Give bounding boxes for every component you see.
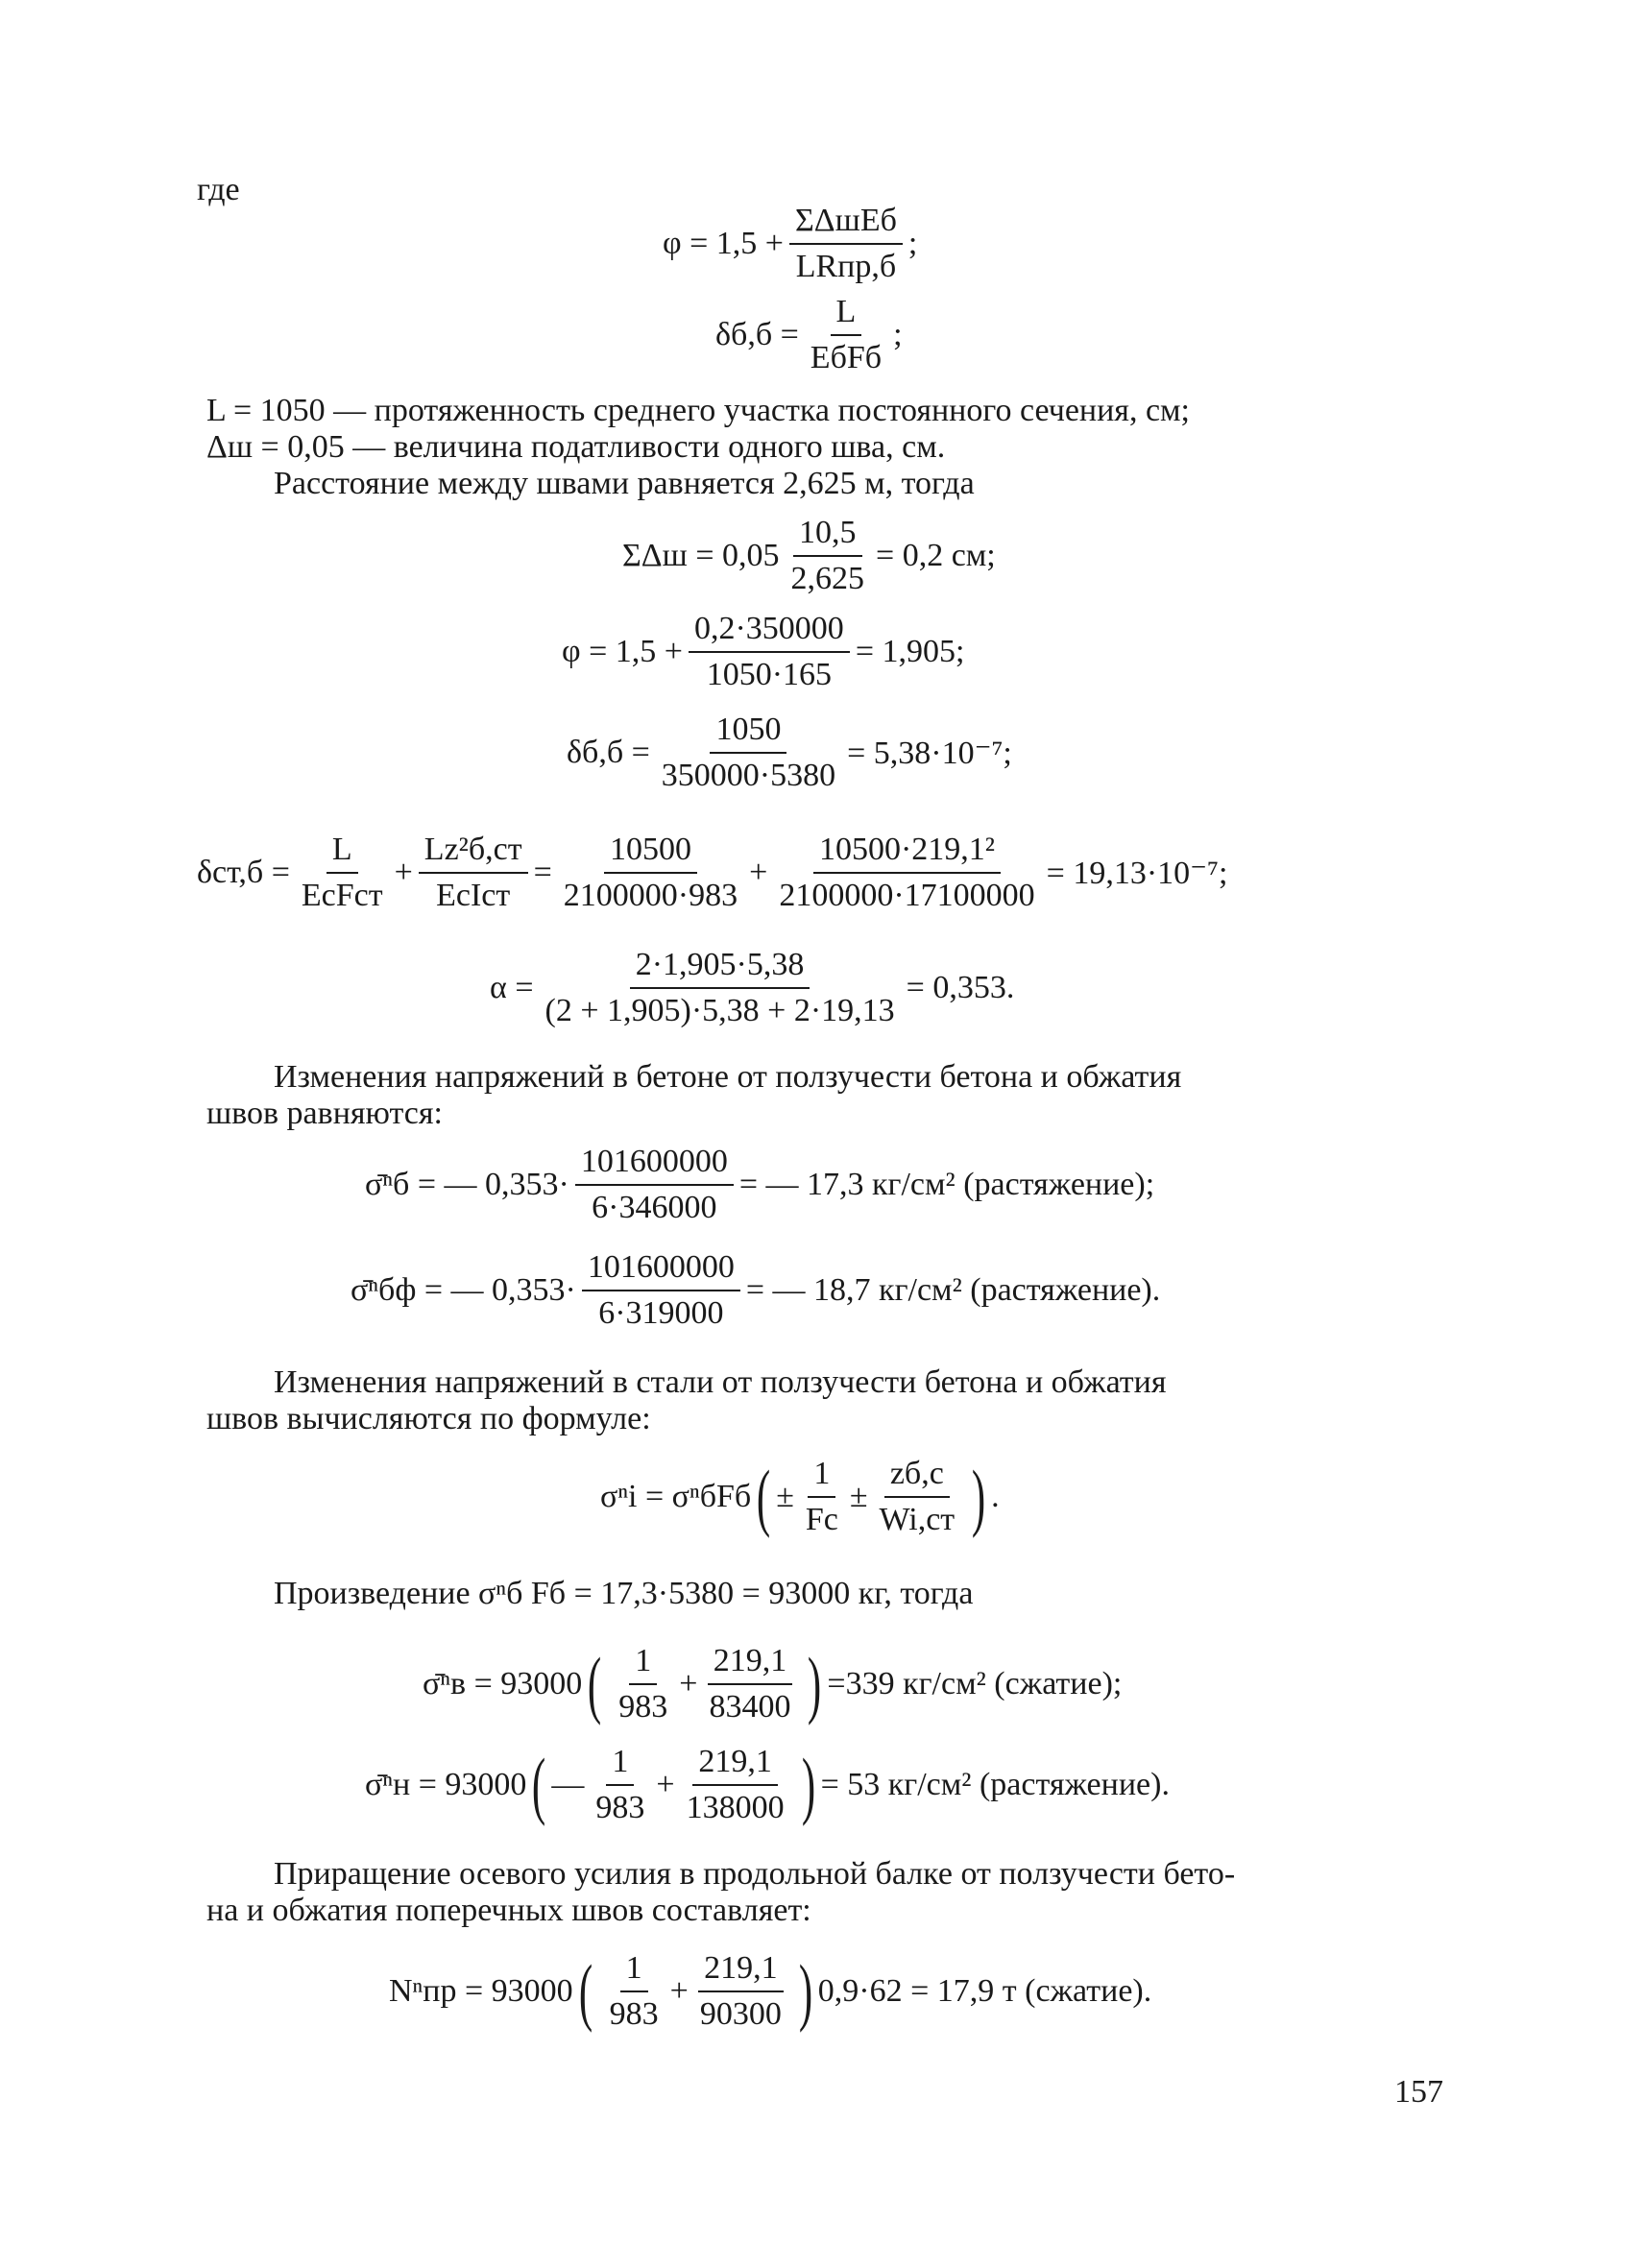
delta-val-lhs: δб,б = xyxy=(567,735,650,770)
sigma-n-frac2-num: 219,1 xyxy=(692,1743,778,1786)
npr-frac2-num: 219,1 xyxy=(698,1949,784,1992)
delta-st-frac4-den: 2100000·17100000 xyxy=(779,878,1035,913)
minus-sign: — xyxy=(551,1767,585,1802)
sigma-v-frac1 xyxy=(613,1642,673,1726)
sigma-bf-den: 6·319000 xyxy=(598,1295,724,1331)
delta-st-frac3 xyxy=(558,831,743,915)
sigma-i-frac1-num: 1 xyxy=(808,1455,835,1498)
sigma-b-den: 6·346000 xyxy=(592,1190,717,1225)
sigma-b-tail: = — 17,3 кг/см² (растяжение); xyxy=(738,1167,1155,1202)
sigma-n-frac1-num: 1 xyxy=(606,1743,634,1786)
delta-st-tail: = 19,13·10⁻⁷; xyxy=(1046,856,1228,891)
delta-st-frac4-num: 10500·219,1² xyxy=(813,831,1001,874)
right-paren: ) xyxy=(801,1743,815,1826)
phi-val-num: 0,2·350000 xyxy=(689,610,850,653)
sigma-v-frac2 xyxy=(703,1642,796,1726)
sigma-bf-tail: = — 18,7 кг/см² (растяжение). xyxy=(745,1272,1161,1308)
intro-word: где xyxy=(197,172,240,207)
delta-st-frac4 xyxy=(773,831,1040,915)
para-axial-line-1: Приращение осевого усилия в продольной балке от ползучести бето- xyxy=(274,1856,1236,1892)
sigma-v-tail: =339 кг/см² (сжатие); xyxy=(827,1666,1123,1701)
sigma-bf-num: 101600000 xyxy=(582,1248,740,1291)
sigma-b-lhs: σ̄ⁿб = — 0,353· xyxy=(365,1167,569,1202)
page-number: 157 xyxy=(1394,2074,1443,2110)
alpha-lhs: α = xyxy=(490,970,534,1005)
phi-def-fraction xyxy=(789,202,903,286)
npr-frac2 xyxy=(694,1949,787,2034)
para-steel-line-1: Изменения напряжений в стали от ползучести бетона и обжатия xyxy=(274,1364,1167,1400)
phi-value-equation xyxy=(562,610,964,694)
sum-delta-equation xyxy=(622,514,996,598)
phi-val-lhs: φ = 1,5 + xyxy=(562,634,683,669)
sigma-n-equation xyxy=(365,1743,1170,1827)
sigma-i-lhs: σⁿi = σⁿбFб xyxy=(600,1479,752,1514)
sum-delta-den: 2,625 xyxy=(790,561,865,596)
phi-val-tail: = 1,905; xyxy=(855,634,965,669)
definition-L: L = 1050 — протяженность среднего участка постоянного сечения, см; xyxy=(206,393,1191,428)
sigma-bf-fraction xyxy=(582,1248,740,1333)
delta-def-tail: ; xyxy=(893,317,903,352)
sigma-i-frac2-num: zб,с xyxy=(884,1455,950,1498)
sigma-n-frac1-den: 983 xyxy=(595,1790,645,1825)
delta-st-lhs: δст,б = xyxy=(197,855,290,890)
sigma-bf-lhs: σ̄ⁿбф = — 0,353· xyxy=(351,1272,576,1308)
delta-st-frac1-den: EсFст xyxy=(301,878,383,913)
equals-sign: = xyxy=(533,855,552,890)
para-axial-line-2: на и обжатия поперечных швов составляет: xyxy=(206,1893,811,1928)
sigma-i-formula xyxy=(600,1455,1000,1539)
plus-minus-sign: ± xyxy=(849,1479,868,1514)
delta-val-num: 1050 xyxy=(710,711,786,754)
alpha-num: 2·1,905·5,38 xyxy=(630,946,810,989)
sigma-n-tail: = 53 кг/см² (растяжение). xyxy=(820,1767,1170,1802)
definition-delta: Δш = 0,05 — величина податливости одного шва, см. xyxy=(206,429,946,465)
sigma-i-tail: . xyxy=(991,1479,1000,1514)
product-line: Произведение σⁿб Fб = 17,3·5380 = 93000 кг, тогда xyxy=(274,1576,974,1611)
sigma-v-frac2-den: 83400 xyxy=(709,1689,791,1725)
sigma-n-frac2-den: 138000 xyxy=(686,1790,785,1825)
sum-delta-num: 10,5 xyxy=(793,514,862,557)
sigma-i-frac1 xyxy=(800,1455,844,1539)
delta-definition xyxy=(715,293,903,377)
sigma-b-num: 101600000 xyxy=(575,1143,734,1186)
plus-sign: + xyxy=(394,855,413,890)
delta-def-num: L xyxy=(831,293,862,336)
npr-frac1-num: 1 xyxy=(620,1949,648,1992)
axial-force-equation xyxy=(389,1949,1151,2034)
phi-val-fraction xyxy=(689,610,850,694)
sigma-i-frac2-den: Wi,ст xyxy=(879,1502,956,1537)
sigma-bf-equation xyxy=(351,1248,1160,1333)
delta-val-tail: = 5,38·10⁻⁷; xyxy=(847,736,1012,771)
alpha-fraction xyxy=(540,946,901,1030)
para-steel-line-2: швов вычисляются по формуле: xyxy=(206,1401,651,1436)
sigma-v-frac1-den: 983 xyxy=(618,1689,668,1725)
npr-frac2-den: 90300 xyxy=(699,1996,782,2032)
sum-delta-lhs: ΣΔш = 0,05 xyxy=(622,538,780,573)
plus-sign: + xyxy=(679,1666,698,1701)
distance-sentence: Расстояние между швами равняется 2,625 м, тогда xyxy=(274,466,975,501)
phi-def-tail: ; xyxy=(907,226,918,261)
plus-sign: + xyxy=(656,1767,675,1802)
phi-val-den: 1050·165 xyxy=(706,657,833,692)
sigma-b-equation xyxy=(365,1143,1154,1227)
npr-frac1 xyxy=(604,1949,665,2034)
delta-st-frac2 xyxy=(419,831,528,915)
right-paren: ) xyxy=(798,1949,812,2033)
delta-def-lhs: δб,б = xyxy=(715,317,799,352)
sigma-n-lhs: σ̄ⁿн = 93000 xyxy=(365,1767,527,1802)
sigma-i-frac1-den: Fс xyxy=(805,1502,838,1537)
delta-val-fraction xyxy=(656,711,841,795)
plus-sign: + xyxy=(669,1973,689,2009)
delta-st-frac3-den: 2100000·983 xyxy=(563,878,738,913)
delta-def-fraction xyxy=(805,293,887,377)
para-concrete-line-1: Изменения напряжений в бетоне от ползучести бетона и обжатия xyxy=(274,1059,1182,1095)
alpha-den: (2 + 1,905)·5,38 + 2·19,13 xyxy=(544,993,895,1028)
delta-st-frac2-num: Lz²б,ст xyxy=(419,831,528,874)
sigma-v-equation xyxy=(423,1642,1122,1726)
left-paren: ( xyxy=(532,1743,546,1826)
delta-st-frac1 xyxy=(296,831,389,915)
npr-lhs: Nⁿпр = 93000 xyxy=(389,1973,573,2009)
right-paren: ) xyxy=(972,1455,986,1538)
npr-frac1-den: 983 xyxy=(609,1996,659,2032)
sum-delta-fraction xyxy=(786,514,871,598)
delta-steel-equation xyxy=(197,831,1227,915)
delta-st-frac3-num: 10500 xyxy=(604,831,697,874)
sigma-v-frac1-num: 1 xyxy=(629,1642,657,1685)
plus-sign: + xyxy=(749,855,768,890)
sigma-i-frac2 xyxy=(874,1455,961,1539)
sigma-b-fraction xyxy=(575,1143,734,1227)
sigma-n-frac1 xyxy=(590,1743,650,1827)
para-concrete-line-2: швов равняются: xyxy=(206,1096,443,1131)
phi-def-den: LRпр,б xyxy=(795,249,897,284)
alpha-equation xyxy=(490,946,1014,1030)
delta-def-den: EбFб xyxy=(810,340,883,375)
sigma-v-frac2-num: 219,1 xyxy=(708,1642,793,1685)
left-paren: ( xyxy=(578,1949,593,2033)
plus-minus-sign: ± xyxy=(776,1479,794,1514)
delta-val-den: 350000·5380 xyxy=(661,758,836,793)
phi-def-lhs: φ = 1,5 + xyxy=(663,226,784,261)
delta-value-equation xyxy=(567,711,1012,795)
npr-tail: 0,9·62 = 17,9 т (сжатие). xyxy=(817,1973,1152,2009)
sum-delta-tail: = 0,2 см; xyxy=(876,538,996,573)
right-paren: ) xyxy=(808,1642,822,1725)
sigma-n-frac2 xyxy=(681,1743,790,1827)
left-paren: ( xyxy=(757,1455,771,1538)
delta-st-frac2-den: EсIст xyxy=(436,878,511,913)
phi-definition xyxy=(663,202,917,286)
phi-def-num: ΣΔшEб xyxy=(789,202,903,245)
left-paren: ( xyxy=(588,1642,602,1725)
alpha-tail: = 0,353. xyxy=(906,970,1015,1005)
sigma-v-lhs: σ̄ⁿв = 93000 xyxy=(423,1666,583,1701)
delta-st-frac1-num: L xyxy=(327,831,358,874)
